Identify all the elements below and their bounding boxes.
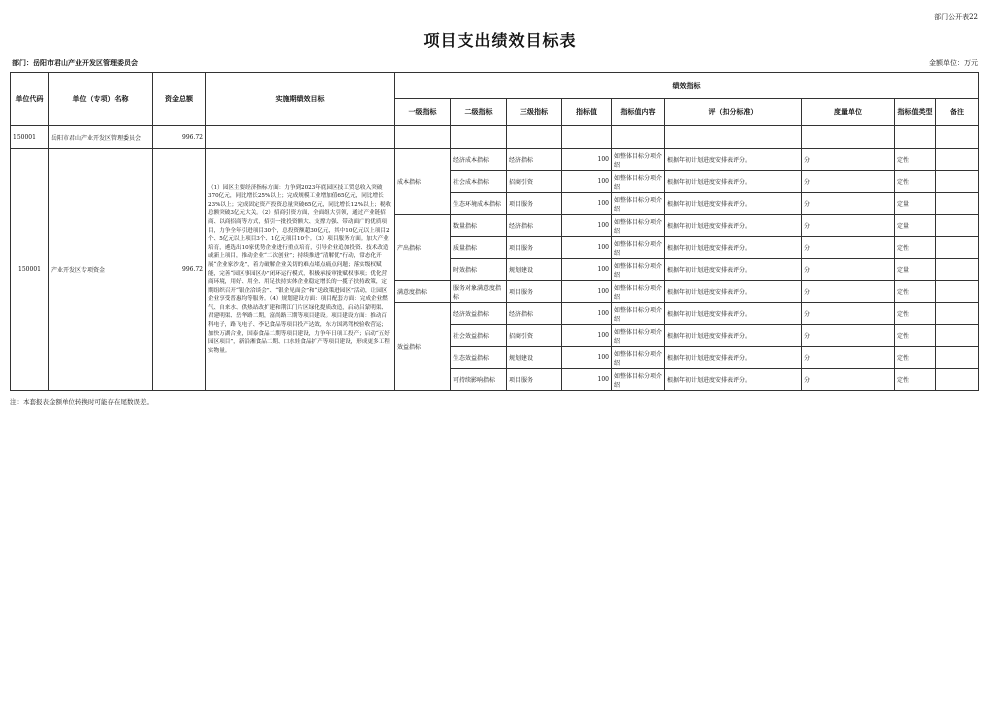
value-cell: 100 [562,325,612,347]
content-cell: 如整体目标分项介绍 [612,325,665,347]
remark-cell [936,369,979,391]
type-cell: 定性 [895,149,936,171]
project-code: 150001 [11,149,49,391]
header-content: 指标值内容 [612,99,665,126]
level3-cell: 经济指标 [507,215,562,237]
summary-name: 岳阳市君山产业开发区管理委员会 [49,126,153,149]
performance-goal-table [10,72,979,391]
level2-cell: 可持续影响指标 [451,369,507,391]
type-cell: 定性 [895,369,936,391]
measure-cell: 分 [802,215,895,237]
remark-cell [936,325,979,347]
content-cell: 如整体目标分项介绍 [612,149,665,171]
level2-cell: 服务对象满意度指标 [451,281,507,303]
content-cell: 如整体目标分项介绍 [612,281,665,303]
header-level3: 三级指标 [507,99,562,126]
project-amount: 996.72 [153,149,206,391]
type-cell: 定量 [895,259,936,281]
type-cell: 定量 [895,215,936,237]
measure-cell: 分 [802,303,895,325]
measure-cell: 分 [802,259,895,281]
project-goal: （1）园区主要经济指标方面：力争到2023年底园区技工贸总收入突破370亿元，同比增长25%以上；完成规模工业增加值65亿元，同比增长23%以上；完成固定资产投资总量突破65亿元，同比增长12%以上；税收总额突破3亿元大关。（2）招商引资方面，全面组大引领，通过产业链招商、以商招商等方式，招引一批投资额大、支撑力强、带动面广的优质项目，力争全年引进项目30个，总投资额超30亿元，其中10亿元以上项目2个、5亿元以上项目3个、1亿元项目10个。（3）项目服务方面。加大产业培育，遴选出10家优势企业进行重点培育，引导企业追加投资、技术改造或新上项目，推动企业“二次创业”；持续推进“清解优”行动，常态化开展“企业家沙龙”，着力破解企业关切的难点堵点痛点问题；落实级权赋能，完善“园区事园区办”闭环运行模式，积极承接审批赋权事项；优化营商环境，用好、用全、用足扶持实体企业稳定增长的一揽子扶持政策，定期组织召开“银企洽谈会”、“银企见面会”和“送政策进园区”活动，让园区企业享受普惠均等服务。（4）规划建设方面：项目配套方面：完成企业燃气、自来水、供热站改扩建和荆江门片区绿化提质改造，启动吕蒙明渠、君建明渠、岳华路二期，富尚路三期等项目建设。项目建设方面：推动百科电子，路飞电子、李记食品等项目投产达效，东方国鸿驾校验收营运；加快万湖合业，国泰食品二期等项目建设，力争年日项工投产；启动“五好园区项目”，新沿湘食品二期、口水娃食品扩产等项目建设，形成更多工程实物量。 [206,149,395,391]
value-cell: 100 [562,237,612,259]
summary-row [11,126,979,149]
level2-cell: 社会效益指标 [451,325,507,347]
standard-cell: 根据年初计划进度安排表评分。 [665,237,802,259]
type-cell: 定性 [895,237,936,259]
measure-cell: 分 [802,171,895,193]
level2-cell: 经济效益指标 [451,303,507,325]
header-annual-goal: 实施期绩效目标 [206,73,395,126]
remark-cell [936,149,979,171]
summary-amount: 996.72 [153,126,206,149]
content-cell: 如整体目标分项介绍 [612,347,665,369]
header-unit-code: 单位代码 [11,73,49,126]
remark-cell [936,215,979,237]
header-standard: 评（扣分标准） [665,99,802,126]
header-total-funds: 资金总额 [153,73,206,126]
type-cell: 定量 [895,193,936,215]
department-label: 部门：岳阳市君山产业开发区管理委员会 [12,58,138,67]
level3-cell: 招商引资 [507,325,562,347]
level3-cell: 经济指标 [507,149,562,171]
value-cell: 100 [562,171,612,193]
standard-cell: 根据年初计划进度安排表评分。 [665,171,802,193]
level1-cell: 产出指标 [395,215,451,281]
level3-cell: 规划建设 [507,347,562,369]
level1-cell: 效益指标 [395,303,451,391]
standard-cell: 根据年初计划进度安排表评分。 [665,193,802,215]
content-cell: 如整体目标分项介绍 [612,215,665,237]
remark-cell [936,171,979,193]
standard-cell: 根据年初计划进度安排表评分。 [665,369,802,391]
project-name: 产业开发区专项资金 [49,149,153,391]
header-performance: 绩效指标 [395,73,979,99]
measure-cell: 分 [802,149,895,171]
level3-cell: 项目服务 [507,193,562,215]
content-cell: 如整体目标分项介绍 [612,303,665,325]
header-measure-unit: 度量单位 [802,99,895,126]
measure-cell: 分 [802,193,895,215]
remark-cell [936,347,979,369]
content-cell: 如整体目标分项介绍 [612,237,665,259]
remark-cell [936,303,979,325]
level2-cell: 时效指标 [451,259,507,281]
page-title: 项目支出绩效目标表 [423,31,577,50]
header-value: 指标值 [562,99,612,126]
measure-cell: 分 [802,237,895,259]
measure-cell: 分 [802,347,895,369]
header-level1: 一级指标 [395,99,451,126]
level3-cell: 招商引资 [507,171,562,193]
level3-cell: 经济指标 [507,303,562,325]
value-cell: 100 [562,347,612,369]
remark-cell [936,193,979,215]
header-unit-name: 单位（专项）名称 [49,73,153,126]
footnote: 注：本套报表金额单位转换时可能存在尾数误差。 [10,398,153,406]
value-cell: 100 [562,193,612,215]
standard-cell: 根据年初计划进度安排表评分。 [665,215,802,237]
header-value-type: 指标值类型 [895,99,936,126]
standard-cell: 根据年初计划进度安排表评分。 [665,347,802,369]
value-cell: 100 [562,369,612,391]
level3-cell: 项目服务 [507,281,562,303]
standard-cell: 根据年初计划进度安排表评分。 [665,259,802,281]
header-level2: 二级指标 [451,99,507,126]
table-row [11,149,979,171]
level3-cell: 项目服务 [507,369,562,391]
level2-cell: 社会成本指标 [451,171,507,193]
standard-cell: 根据年初计划进度安排表评分。 [665,281,802,303]
value-cell: 100 [562,259,612,281]
type-cell: 定性 [895,303,936,325]
header-remark: 备注 [936,99,979,126]
content-cell: 如整体目标分项介绍 [612,369,665,391]
remark-cell [936,259,979,281]
value-cell: 100 [562,303,612,325]
level3-cell: 项目服务 [507,237,562,259]
level2-cell: 经济成本指标 [451,149,507,171]
standard-cell: 根据年初计划进度安排表评分。 [665,149,802,171]
standard-cell: 根据年初计划进度安排表评分。 [665,303,802,325]
standard-cell: 根据年初计划进度安排表评分。 [665,325,802,347]
value-cell: 100 [562,149,612,171]
remark-cell [936,237,979,259]
type-cell: 定性 [895,347,936,369]
level3-cell: 规划建设 [507,259,562,281]
amount-unit-label: 金额单位：万元 [929,59,978,67]
remark-cell [936,281,979,303]
level2-cell: 生态环境成本指标 [451,193,507,215]
level1-cell: 满意度指标 [395,281,451,303]
content-cell: 如整体目标分项介绍 [612,193,665,215]
type-cell: 定性 [895,325,936,347]
form-number: 部门公开表22 [934,13,978,21]
level2-cell: 数量指标 [451,215,507,237]
measure-cell: 分 [802,369,895,391]
level2-cell: 质量指标 [451,237,507,259]
measure-cell: 分 [802,281,895,303]
value-cell: 100 [562,281,612,303]
type-cell: 定性 [895,281,936,303]
value-cell: 100 [562,215,612,237]
summary-code: 150001 [11,126,49,149]
content-cell: 如整体目标分项介绍 [612,171,665,193]
level2-cell: 生态效益指标 [451,347,507,369]
type-cell: 定性 [895,171,936,193]
content-cell: 如整体目标分项介绍 [612,259,665,281]
level1-cell: 成本指标 [395,149,451,215]
measure-cell: 分 [802,325,895,347]
